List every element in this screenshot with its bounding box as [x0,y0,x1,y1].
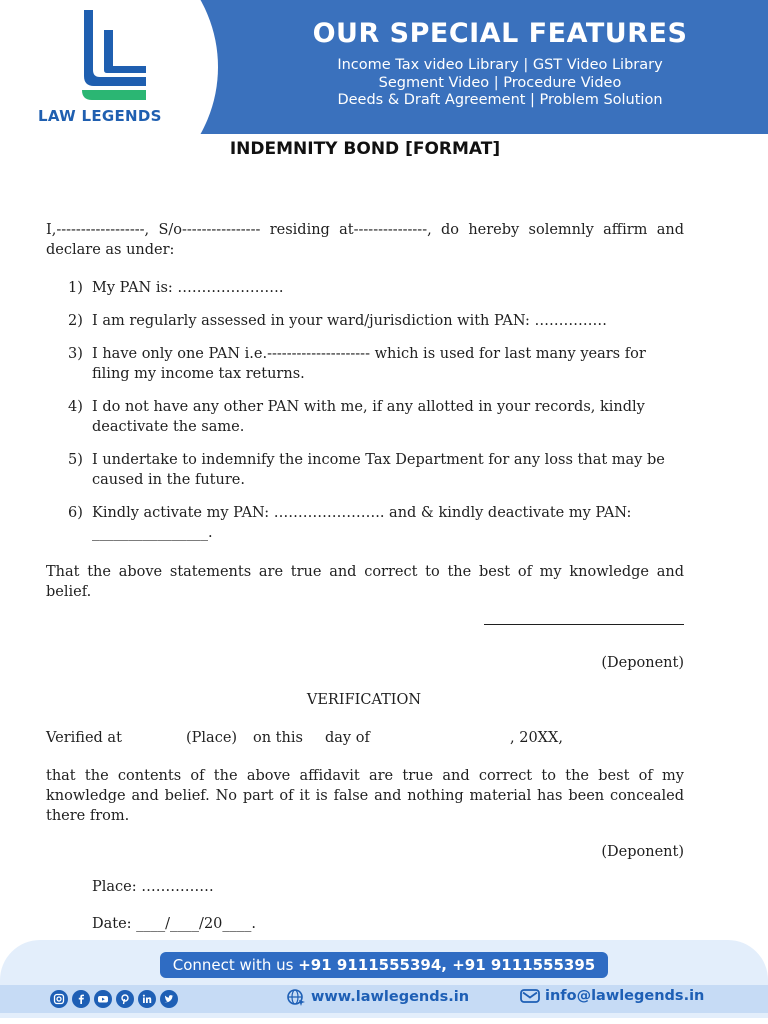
mail-icon [520,988,540,1004]
list-item [68,344,684,384]
item-number: 4) [68,399,83,415]
brand-name: LAW LEGENDS [38,107,162,125]
list-item [68,503,684,543]
connect-banner[interactable] [160,952,608,978]
website-link[interactable] [286,988,469,1006]
item-number: 2) [68,313,83,329]
item-number: 5) [68,452,83,468]
features-title: OUR SPECIAL FEATURES [312,18,688,49]
connect-label: Connect with us [172,956,299,974]
social-links [50,990,178,1008]
deponent-label: (Deponent) [601,844,684,860]
youtube-icon[interactable] [94,990,112,1008]
phone-numbers[interactable]: +91 9111555394, +91 9111555395 [298,956,596,974]
features-list [230,57,768,110]
date-line: Date: ____/____/20____. [92,916,257,932]
verification-heading: VERIFICATION [306,692,422,708]
list-item [68,311,684,331]
email-link[interactable] [520,988,704,1004]
linkedin-icon[interactable] [138,990,156,1008]
instagram-icon[interactable] [50,990,68,1008]
website-text: www.lawlegends.in [311,989,470,1005]
item-text: I am regularly assessed in your ward/jurisdiction with PAN: …………… [92,313,608,329]
globe-icon [286,988,306,1006]
intro-paragraph: I,------------------, S/o---------------- residing at---------------, do hereby solemnly affirm and declare as under: [46,222,684,258]
features-line: Deeds & Draft Agreement | Problem Solution [337,92,663,108]
facebook-icon[interactable] [72,990,90,1008]
list-item [68,278,684,298]
statement-paragraph: That the above statements are true and correct to the best of my knowledge and belief. [46,564,684,600]
place-line: Place: …………… [92,879,214,895]
pinterest-icon[interactable] [116,990,134,1008]
email-text: info@lawlegends.in [545,988,705,1004]
item-text: Kindly activate my PAN: ………………….. and & kindly deactivate my PAN: ________________. [92,505,632,541]
item-number: 1) [68,280,83,296]
item-text: My PAN is: …………………. [92,280,284,296]
place-placeholder: (Place) [186,730,238,746]
features-line: Segment Video | Procedure Video [378,74,622,91]
bottom-edge [0,1018,768,1024]
deponent-label: (Deponent) [601,655,684,671]
item-text: I have only one PAN i.e.--------------------- which is used for last many years for filing my income tax returns. [92,346,646,382]
declaration-list [68,278,684,556]
item-text: I undertake to indemnify the income Tax Department for any loss that may be caused in the future. [92,452,665,488]
item-number: 6) [68,505,83,521]
day-of-label: day of [325,730,370,746]
verification-paragraph: that the contents of the above affidavit are true and correct to the best of my knowledge and belief. No part of it is false and nothing material has been concealed there from. [46,768,684,824]
signature-line [484,624,684,625]
item-number: 3) [68,346,83,362]
item-text: I do not have any other PAN with me, if any allotted in your records, kindly deactivate the same. [92,399,645,435]
verified-at-label: Verified at [46,730,122,746]
footer [0,940,768,1024]
on-this-label: on this [253,730,303,746]
list-item [68,397,684,437]
header-banner [0,0,768,134]
document-title: INDEMNITY BOND [FORMAT] [229,139,501,159]
list-item [68,450,684,490]
year-label: , 20XX, [510,730,563,746]
law-legends-logo-icon [76,10,148,102]
twitter-icon[interactable] [160,990,178,1008]
features-line: Income Tax video Library | GST Video Library [337,57,663,73]
